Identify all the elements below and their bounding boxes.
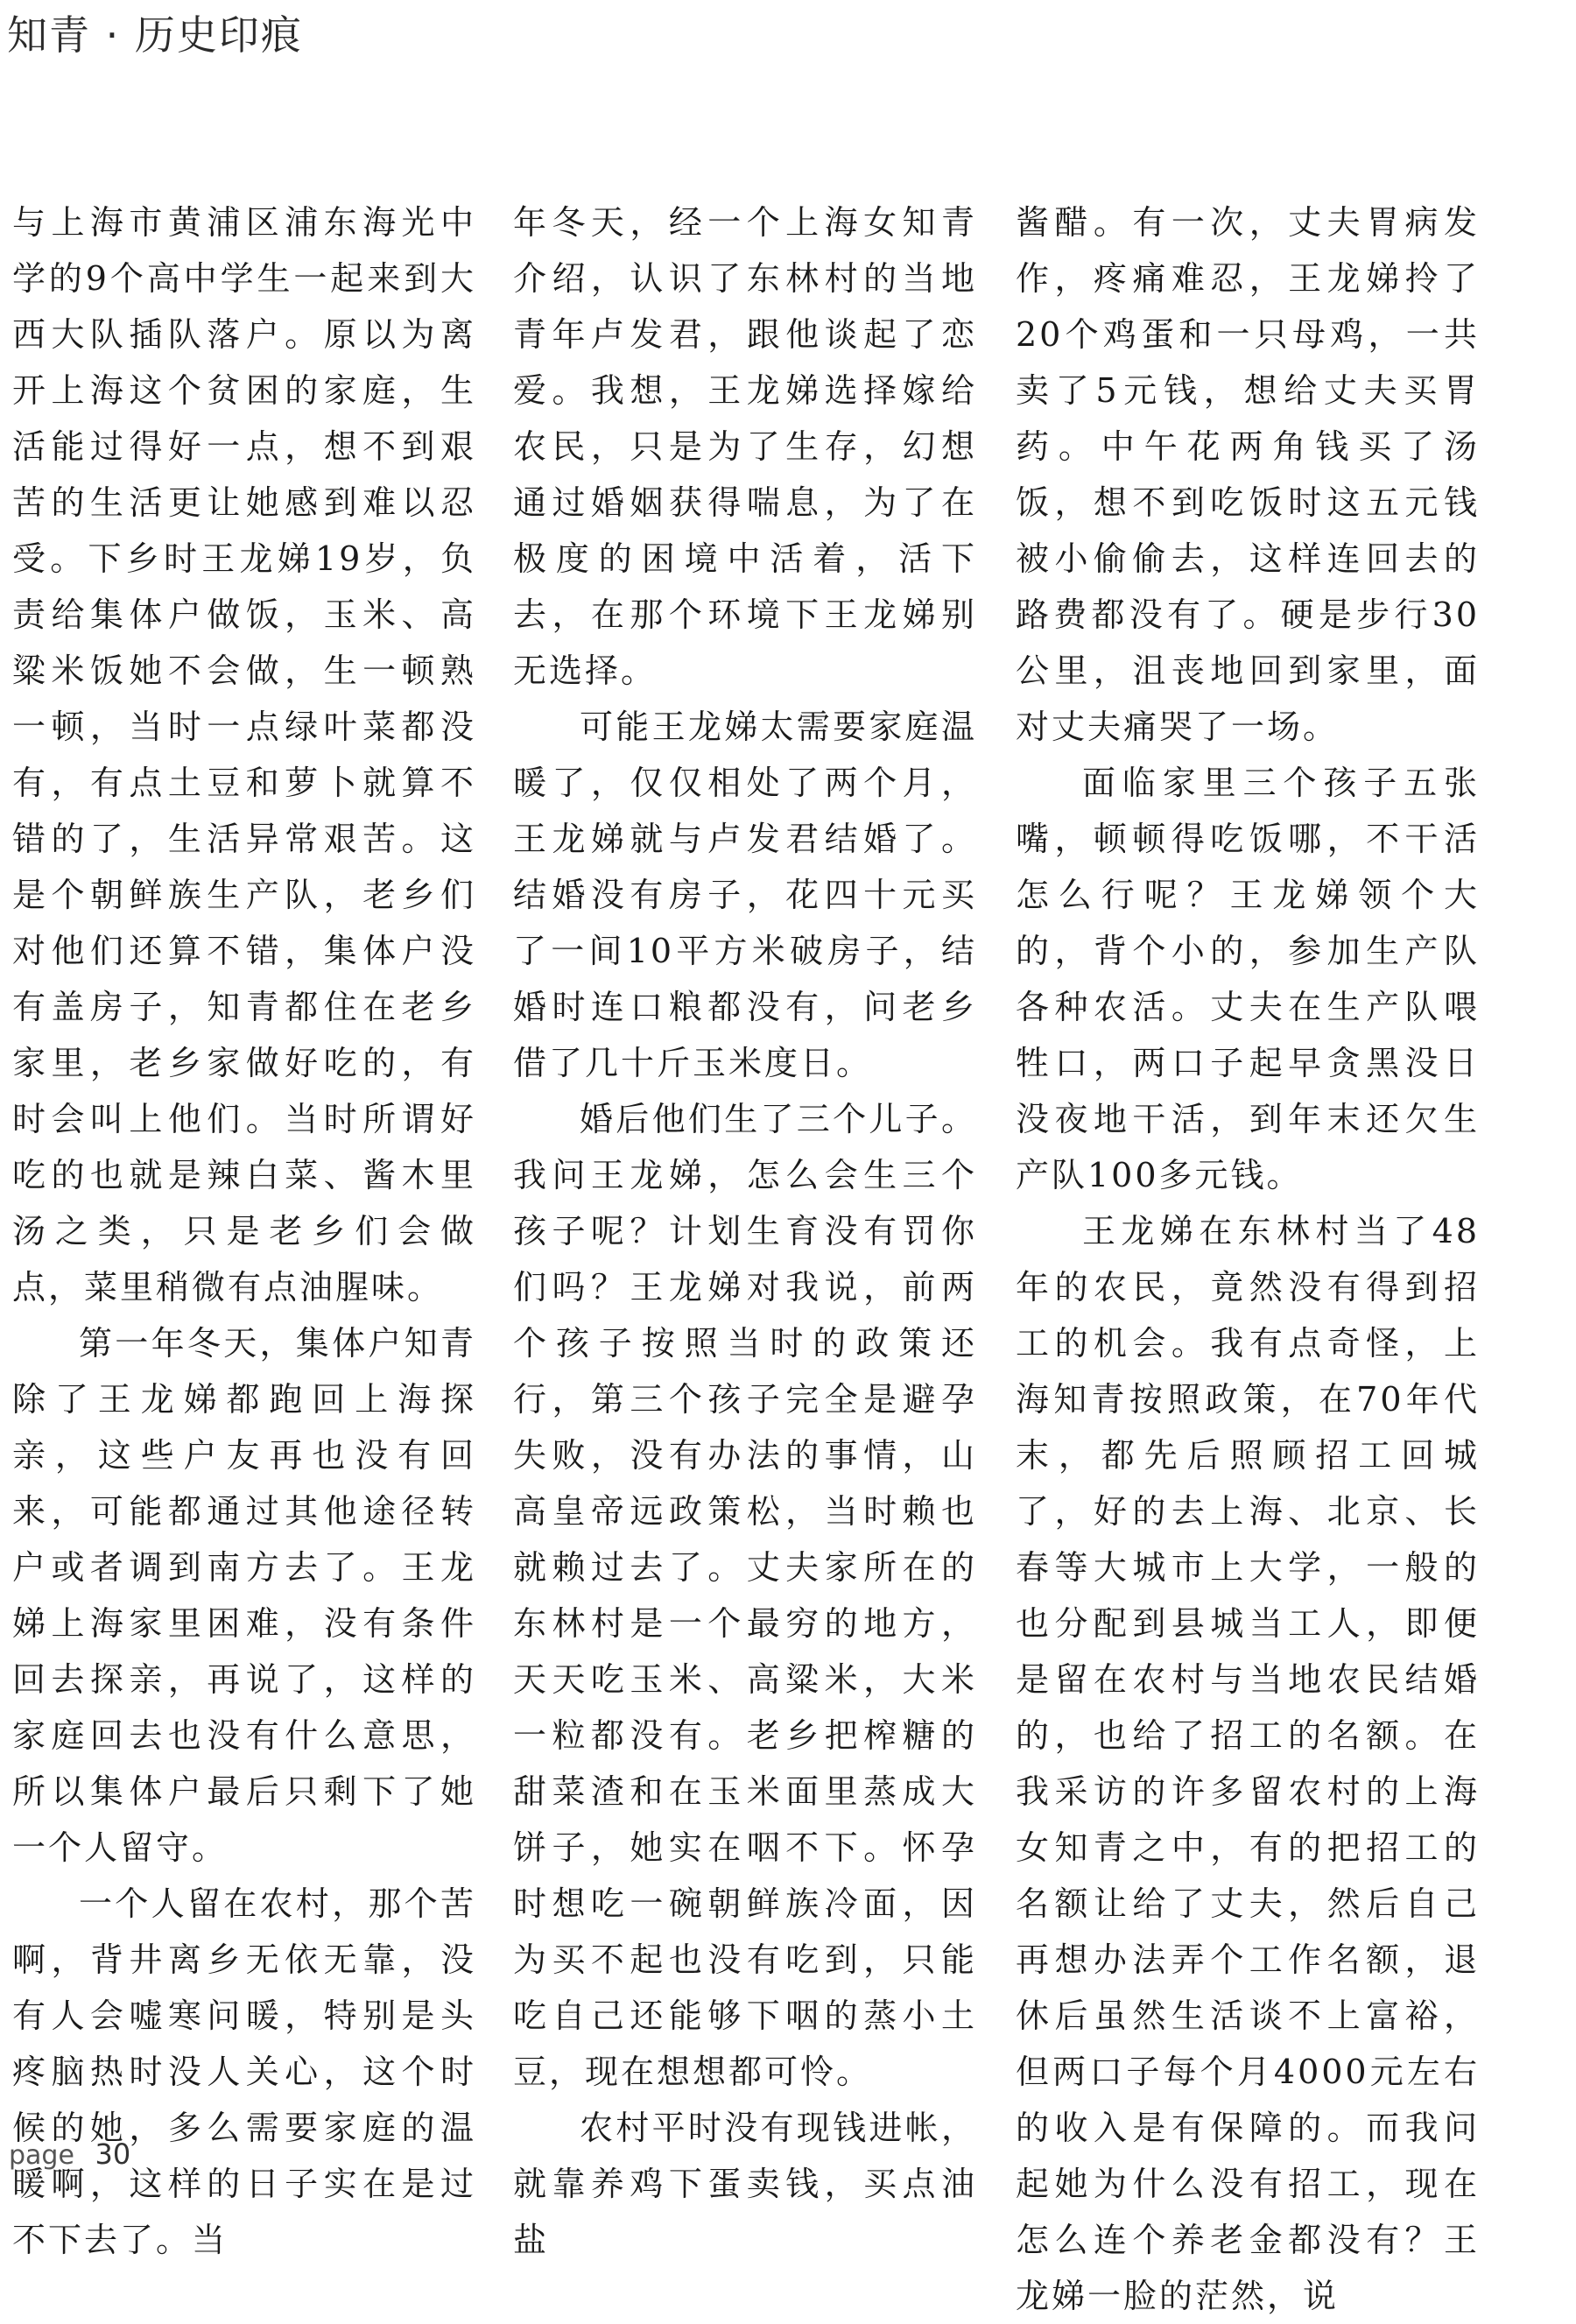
paragraph: 可能王龙娣太需要家庭温暖了，仅仅相处了两个月，王龙娣就与卢发君结婚了。结婚没有房子，花四十元买了一间10平方米破房子，结婚时连口粮都没有，问老乡借了几十斤玉米度日。 bbox=[513, 708, 977, 1082]
paragraph: 面临家里三个孩子五张嘴，顿顿得吃饭哪，不干活怎么行呢？王龙娣领个大的，背个小的，参加生产队各种农活。丈夫在生产队喂牲口，两口子起早贪黑没日没夜地干活，到年末还欠生产队100多元钱。 bbox=[1016, 764, 1480, 1194]
text-column-2 bbox=[513, 194, 977, 2268]
paragraph: 农村平时没有现钱进帐，就靠养鸡下蛋卖钱，买点油盐 bbox=[513, 2109, 977, 2259]
paragraph: 婚后他们生了三个儿子。我问王龙娣，怎么会生三个孩子呢？计划生育没有罚你们吗？王龙娣对我说，前两个孩子按照当时的政策还行，第三个孩子完全是避孕失败，没有办法的事情，山高皇帝远政策松，当时赖也就赖过去了。丈夫家所在的东林村是一个最穷的地方，天天吃玉米、高粱米，大米一粒都没有。老乡把榨糖的甜菜渣和在玉米面里蒸成大饼子，她实在咽不下。怀孕时想吃一碗朝鲜族冷面，因为买不起也没有吃到，只能吃自己还能够下咽的蒸小土豆，现在想想都可怜。 bbox=[513, 1100, 977, 2091]
paragraph: 酱醋。有一次，丈夫胃病发作，疼痛难忍，王龙娣拎了20个鸡蛋和一只母鸡，一共卖了5元钱，想给丈夫买胃药。中午花两角钱买了汤饭，想不到吃饭时这五元钱被小偷偷去，这样连回去的路费都没有了。硬是步行30公里，沮丧地回到家里，面对丈夫痛哭了一场。 bbox=[1016, 203, 1480, 746]
page-number: 30 bbox=[95, 2137, 131, 2171]
paragraph: 第一年冬天，集体户知青除了王龙娣都跑回上海探亲，这些户友再也没有回来，可能都通过其他途径转户或者调到南方去了。王龙娣上海家里困难，没有条件回去探亲，再说了，这样的家庭回去也没有什么意思，所以集体户最后只剩下了她一个人留守。 bbox=[12, 1324, 476, 1867]
paragraph: 年冬天，经一个上海女知青介绍，认识了东林村的当地青年卢发君，跟他谈起了恋爱。我想，王龙娣选择嫁给农民，只是为了生存，幻想通过婚姻获得喘息，为了在极度的困境中活着，活下去，在那个环境下王龙娣别无选择。 bbox=[513, 203, 977, 690]
section-header: 知青 · 历史印痕 bbox=[7, 11, 303, 59]
text-column-3 bbox=[1016, 194, 1480, 2324]
text-column-1 bbox=[12, 194, 476, 2268]
paragraph: 一个人留在农村，那个苦啊，背井离乡无依无靠，没有人会嘘寒问暖，特别是头疼脑热时没人关心，这个时候的她，多么需要家庭的温暖啊，这样的日子实在是过不下去了。当 bbox=[12, 1884, 476, 2259]
page-footer bbox=[9, 2137, 130, 2173]
paragraph: 王龙娣在东林村当了48年的农民，竟然没有得到招工的机会。我有点奇怪，上海知青按照政策，在70年代末，都先后照顾招工回城了，好的去上海、北京、长春等大城市上大学，一般的也分配到县城当工人，即便是留在农村与当地农民结婚的，也给了招工的名额。在我采访的许多留农村的上海女知青之中，有的把招工的名额让给了丈夫，然后自己再想办法弄个工作名额，退休后虽然生活谈不上富裕，但两口子每个月4000元左右的收入是有保障的。而我问起她为什么没有招工，现在怎么连个养老金都没有？王龙娣一脸的茫然，说 bbox=[1016, 1212, 1480, 2315]
paragraph: 与上海市黄浦区浦东海光中学的9个高中学生一起来到大西大队插队落户。原以为离开上海这个贫困的家庭，生活能过得好一点，想不到艰苦的生活更让她感到难以忍受。下乡时王龙娣19岁，负责给集体户做饭，玉米、高粱米饭她不会做，生一顿熟一顿，当时一点绿叶菜都没有，有点土豆和萝卜就算不错的了，生活异常艰苦。这是个朝鲜族生产队，老乡们对他们还算不错，集体户没有盖房子，知青都住在老乡家里，老乡家做好吃的，有时会叫上他们。当时所谓好吃的也就是辣白菜、酱木里汤之类，只是老乡们会做点，菜里稍微有点油腥味。 bbox=[12, 203, 476, 1306]
page-label: page bbox=[9, 2140, 74, 2171]
